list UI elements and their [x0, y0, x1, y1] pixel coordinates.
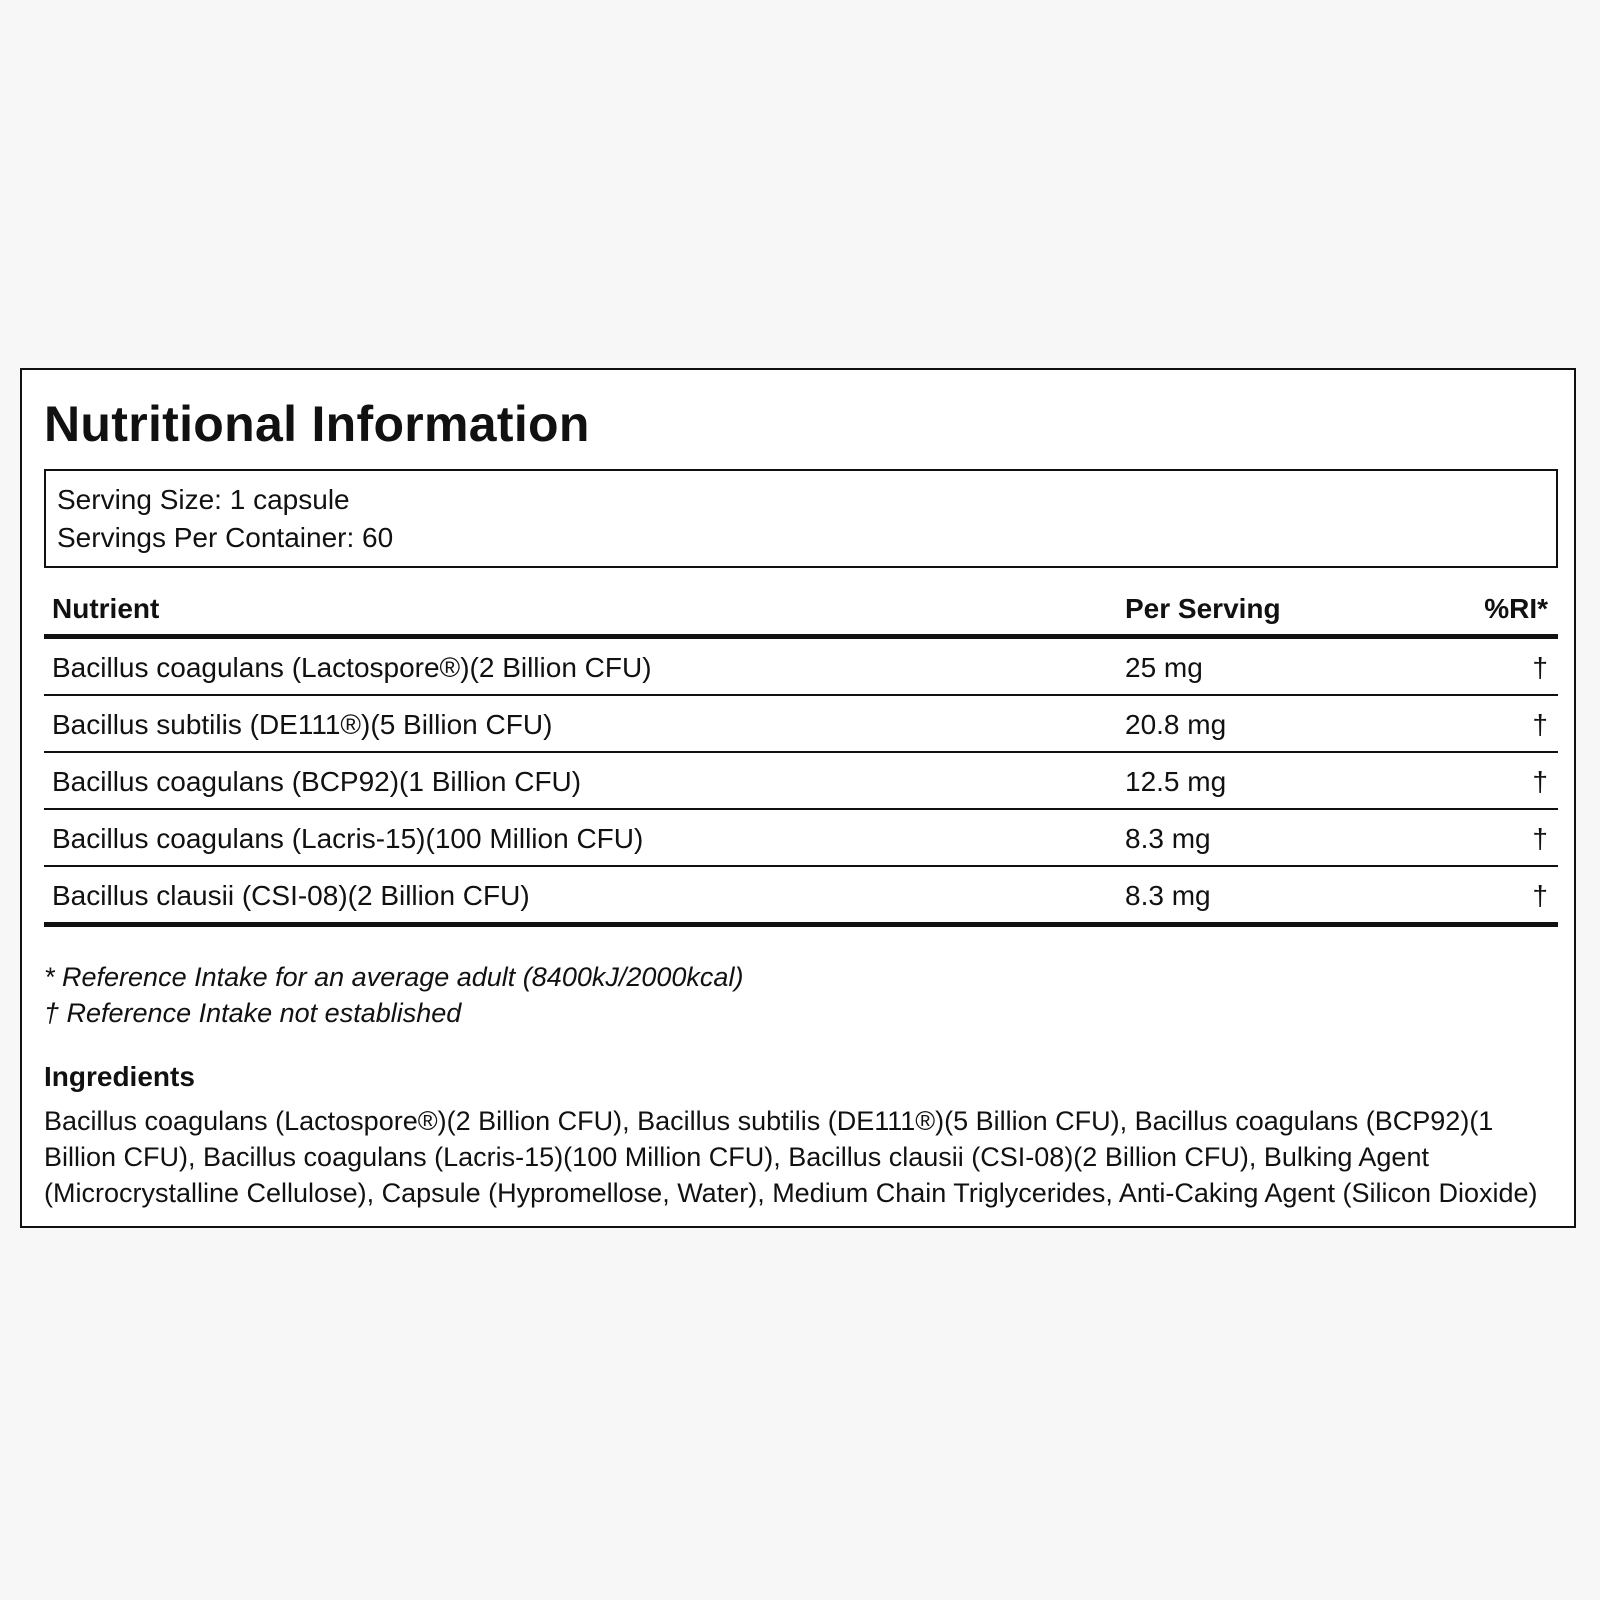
nutrient-name: Bacillus subtilis (DE111®)(5 Billion CFU) — [52, 709, 553, 740]
ri-value: † — [1532, 709, 1548, 740]
nutrient-name: Bacillus coagulans (Lacris-15)(100 Million CFU) — [52, 823, 644, 854]
ri-value: † — [1532, 652, 1548, 683]
nutrition-information-panel — [20, 368, 1576, 1228]
per-serving-column-header: Per Serving — [1125, 593, 1281, 624]
table-row — [44, 810, 1558, 867]
ri-column-header: %RI* — [1484, 593, 1548, 624]
page-title: Nutritional Information — [44, 396, 590, 452]
servings-per-container: Servings Per Container: 60 — [57, 522, 394, 553]
table-header-row — [44, 588, 1558, 639]
reference-footnotes — [44, 959, 743, 1031]
table-row — [44, 867, 1558, 927]
nutrient-name: Bacillus coagulans (BCP92)(1 Billion CFU) — [52, 766, 582, 797]
nutrient-column-header: Nutrient — [52, 593, 160, 624]
nutrient-table — [44, 588, 1558, 927]
ingredients-list: Bacillus coagulans (Lactospore®)(2 Billion CFU), Bacillus subtilis (DE111®)(5 Billion CFU), Bacillus coagulans (BCP92)(1 Billion CFU), Bacillus coagulans (Lacris-15)(100 Million CFU), Bacillus clausii (CSI-08)(2 Billion CFU), Bulking Agent (Microcrystalline Cellulose), Capsule (Hypromellose, Water), Medium Chain Triglycerides, Anti-Caking Agent (Silicon Dioxide) — [44, 1106, 1538, 1208]
reference-intake-footnote: * Reference Intake for an average adult (8400kJ/2000kcal) — [44, 962, 744, 992]
per-serving-value: 8.3 mg — [1125, 823, 1211, 854]
per-serving-value: 12.5 mg — [1125, 766, 1227, 797]
per-serving-value: 25 mg — [1125, 652, 1203, 683]
nutrient-name: Bacillus clausii (CSI-08)(2 Billion CFU) — [52, 880, 530, 911]
not-established-footnote: † Reference Intake not established — [44, 998, 462, 1028]
table-row — [44, 696, 1558, 753]
ri-value: † — [1532, 823, 1548, 854]
ingredients-heading: Ingredients — [44, 1061, 195, 1092]
nutrient-name: Bacillus coagulans (Lactospore®)(2 Billion CFU) — [52, 652, 652, 683]
ri-value: † — [1532, 766, 1548, 797]
per-serving-value: 20.8 mg — [1125, 709, 1227, 740]
table-row — [44, 639, 1558, 696]
per-serving-value: 8.3 mg — [1125, 880, 1211, 911]
serving-info-box — [44, 469, 1558, 568]
ri-value: † — [1532, 880, 1548, 911]
serving-size: Serving Size: 1 capsule — [57, 484, 350, 515]
table-row — [44, 753, 1558, 810]
